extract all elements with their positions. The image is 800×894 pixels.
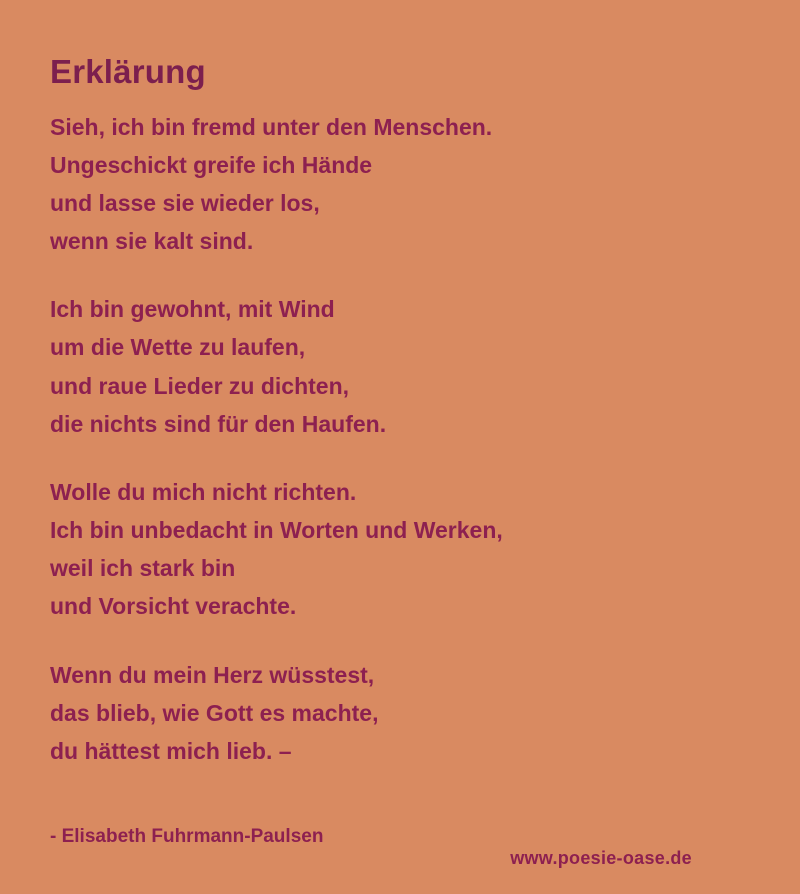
poem-line: weil ich stark bin — [50, 555, 236, 582]
poem-line: die nichts sind für den Haufen. — [50, 410, 387, 437]
poem-line: Ich bin gewohnt, mit Wind — [50, 296, 335, 323]
poem-line: und lasse sie wieder los, — [50, 189, 320, 216]
poem-line: wenn sie kalt sind. — [50, 228, 254, 255]
stanza-3 — [50, 473, 750, 626]
poem-line: Wenn du mein Herz wüsstest, — [50, 661, 375, 688]
stanza-1 — [50, 108, 750, 261]
poem-line: und raue Lieder zu dichten, — [50, 372, 350, 399]
page-title: Erklärung — [50, 53, 206, 90]
poem-line: du hättest mich lieb. – — [50, 738, 292, 764]
site-url: www.poesie-oase.de — [510, 848, 692, 868]
poem-line: Wolle du mich nicht richten. — [50, 478, 357, 505]
poem-line: Ungeschickt greife ich Hände — [50, 151, 373, 178]
stanza-4 — [50, 656, 750, 771]
stanza-2 — [50, 290, 750, 443]
poem-line: Sieh, ich bin fremd unter den Menschen. — [50, 113, 493, 140]
poem-line: um die Wette zu laufen, — [50, 334, 306, 361]
poem-line: das blieb, wie Gott es machte, — [50, 699, 379, 726]
poem-line: und Vorsicht verachte. — [50, 593, 297, 620]
author-attribution: - Elisabeth Fuhrmann-Paulsen — [50, 826, 324, 847]
poem-line: Ich bin unbedacht in Worten und Werken, — [50, 517, 503, 544]
